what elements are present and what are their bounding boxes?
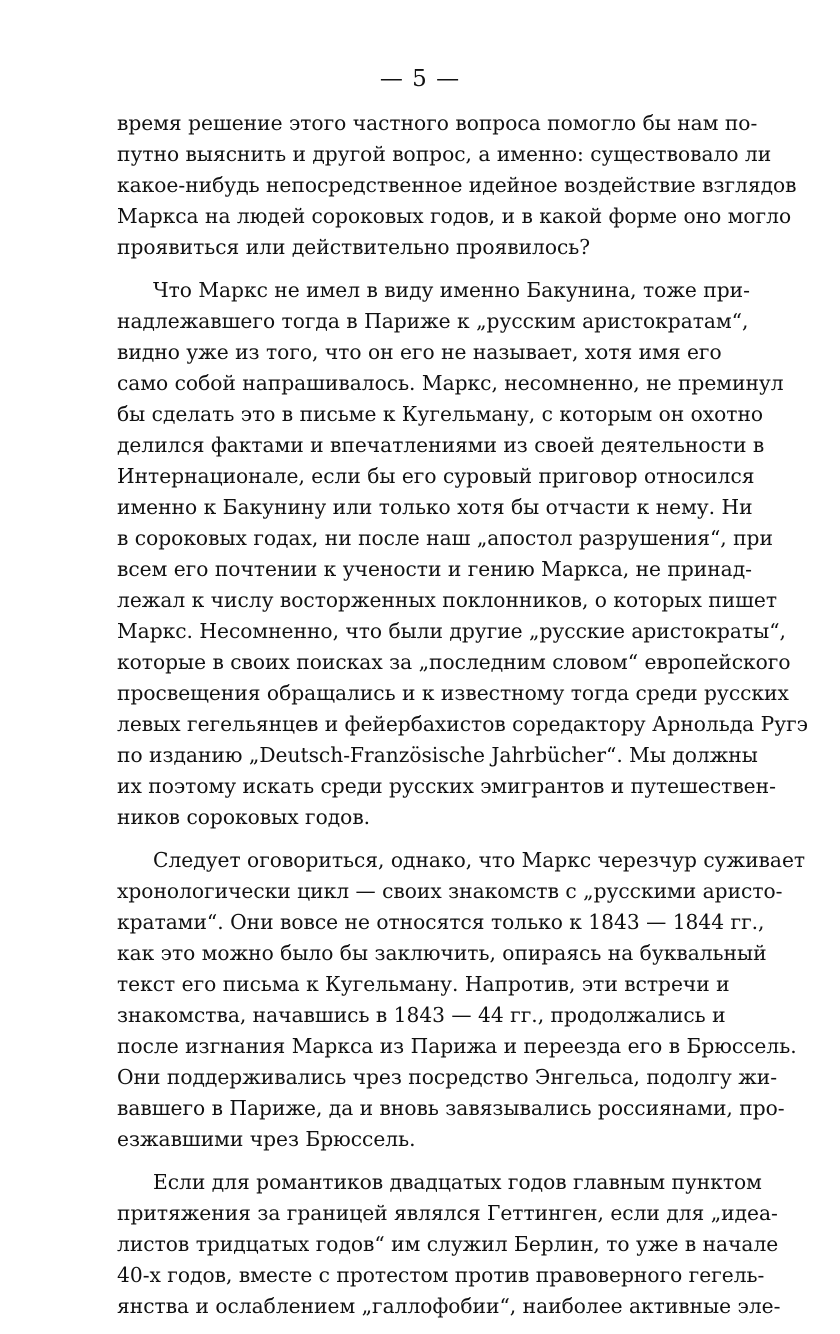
text-line: всем его почтении к учености и гению Маркса, не принад-: [117, 557, 752, 581]
paragraph: [117, 275, 808, 833]
text-line: Следует оговориться, однако, что Маркс черезчур суживает: [153, 848, 806, 872]
text-line: езжавшими чрез Брюссель.: [117, 1127, 416, 1151]
text-line: делился фактами и впечатлениями из своей деятельности в: [117, 433, 765, 457]
text-line: листов тридцатых годов“ им служил Берлин, то уже в начале: [117, 1232, 779, 1256]
text-line: Они поддерживались чрез посредство Энгельса, подолгу жи-: [117, 1065, 778, 1089]
text-line: Маркс. Несомненно, что были другие „русские аристократы“,: [117, 619, 786, 643]
text-line: как это можно было бы заключить, опираясь на буквальный: [117, 941, 767, 965]
text-line: бы сделать это в письме к Кугельману, с которым он охотно: [117, 402, 764, 426]
text-line: время решение этого частного вопроса помогло бы нам по-: [117, 111, 758, 135]
text-line: Если для романтиков двадцатых годов главным пунктом: [153, 1170, 762, 1194]
text-line: Маркса на людей сороковых годов, и в какой форме оно могло: [117, 204, 792, 228]
text-line: просвещения обращались и к известному тогда среди русских: [117, 681, 789, 705]
text-line: само собой напрашивалось. Маркс, несомненно, не преминул: [117, 371, 784, 395]
text-line: видно уже из того, что он его не называет, хотя имя его: [117, 340, 722, 364]
text-line: хронологически цикл — своих знакомств с „русскими аристо-: [117, 879, 783, 903]
text-line: по изданию „Deutsch-Französische Jahrbücher“. Мы должны: [117, 743, 758, 767]
text-line: Интернационале, если бы его суровый приговор относился: [117, 464, 755, 488]
text-line: именно к Бакунину или только хотя бы отчасти к нему. Ни: [117, 495, 753, 519]
text-line: их поэтому искать среди русских эмигрантов и путешествен-: [117, 774, 776, 798]
paragraph: [117, 108, 797, 263]
text-line: Что Маркс не имел в виду именно Бакунина, тоже при-: [153, 278, 750, 302]
text-line: после изгнания Маркса из Парижа и переезда его в Брюссель.: [117, 1034, 797, 1058]
text-line: кратами“. Они вовсе не относятся только к 1843 — 1844 гг.,: [117, 910, 765, 934]
text-line: путно выяснить и другой вопрос, а именно: существовало ли: [117, 142, 772, 166]
text-line: ников сороковых годов.: [117, 805, 371, 829]
paragraph: [117, 1167, 781, 1322]
text-line: вавшего в Париже, да и вновь завязывались россиянами, про-: [117, 1096, 785, 1120]
text-line: которые в своих поисках за „последним словом“ европейского: [117, 650, 791, 674]
paragraph: [117, 845, 806, 1155]
text-line: знакомства, начавшись в 1843 — 44 гг., продолжались и: [117, 1003, 726, 1027]
text-line: левых гегельянцев и фейербахистов соредактору Арнольда Ругэ: [117, 712, 808, 736]
text-line: проявиться или действительно проявилось?: [117, 235, 591, 259]
text-line: какое-нибудь непосредственное идейное воздействие взглядов: [117, 173, 797, 197]
text-line: лежал к числу восторженных поклонников, о которых пишет: [117, 588, 778, 612]
text-line: 40-х годов, вместе с протестом против правоверного гегель-: [117, 1263, 765, 1287]
text-line: надлежавшего тогда в Париже к „русским аристократам“,: [117, 309, 749, 333]
page-number: — 5 —: [379, 66, 461, 92]
body-text: [117, 108, 808, 1334]
text-line: янства и ослаблением „галлофобии“, наиболее активные эле-: [117, 1294, 781, 1318]
text-line: притяжения за границей являлся Геттинген, если для „идеа-: [117, 1201, 778, 1225]
text-line: в сороковых годах, ни после наш „апостол разрушения“, при: [117, 526, 773, 550]
text-line: текст его письма к Кугельману. Напротив, эти встречи и: [117, 972, 730, 996]
